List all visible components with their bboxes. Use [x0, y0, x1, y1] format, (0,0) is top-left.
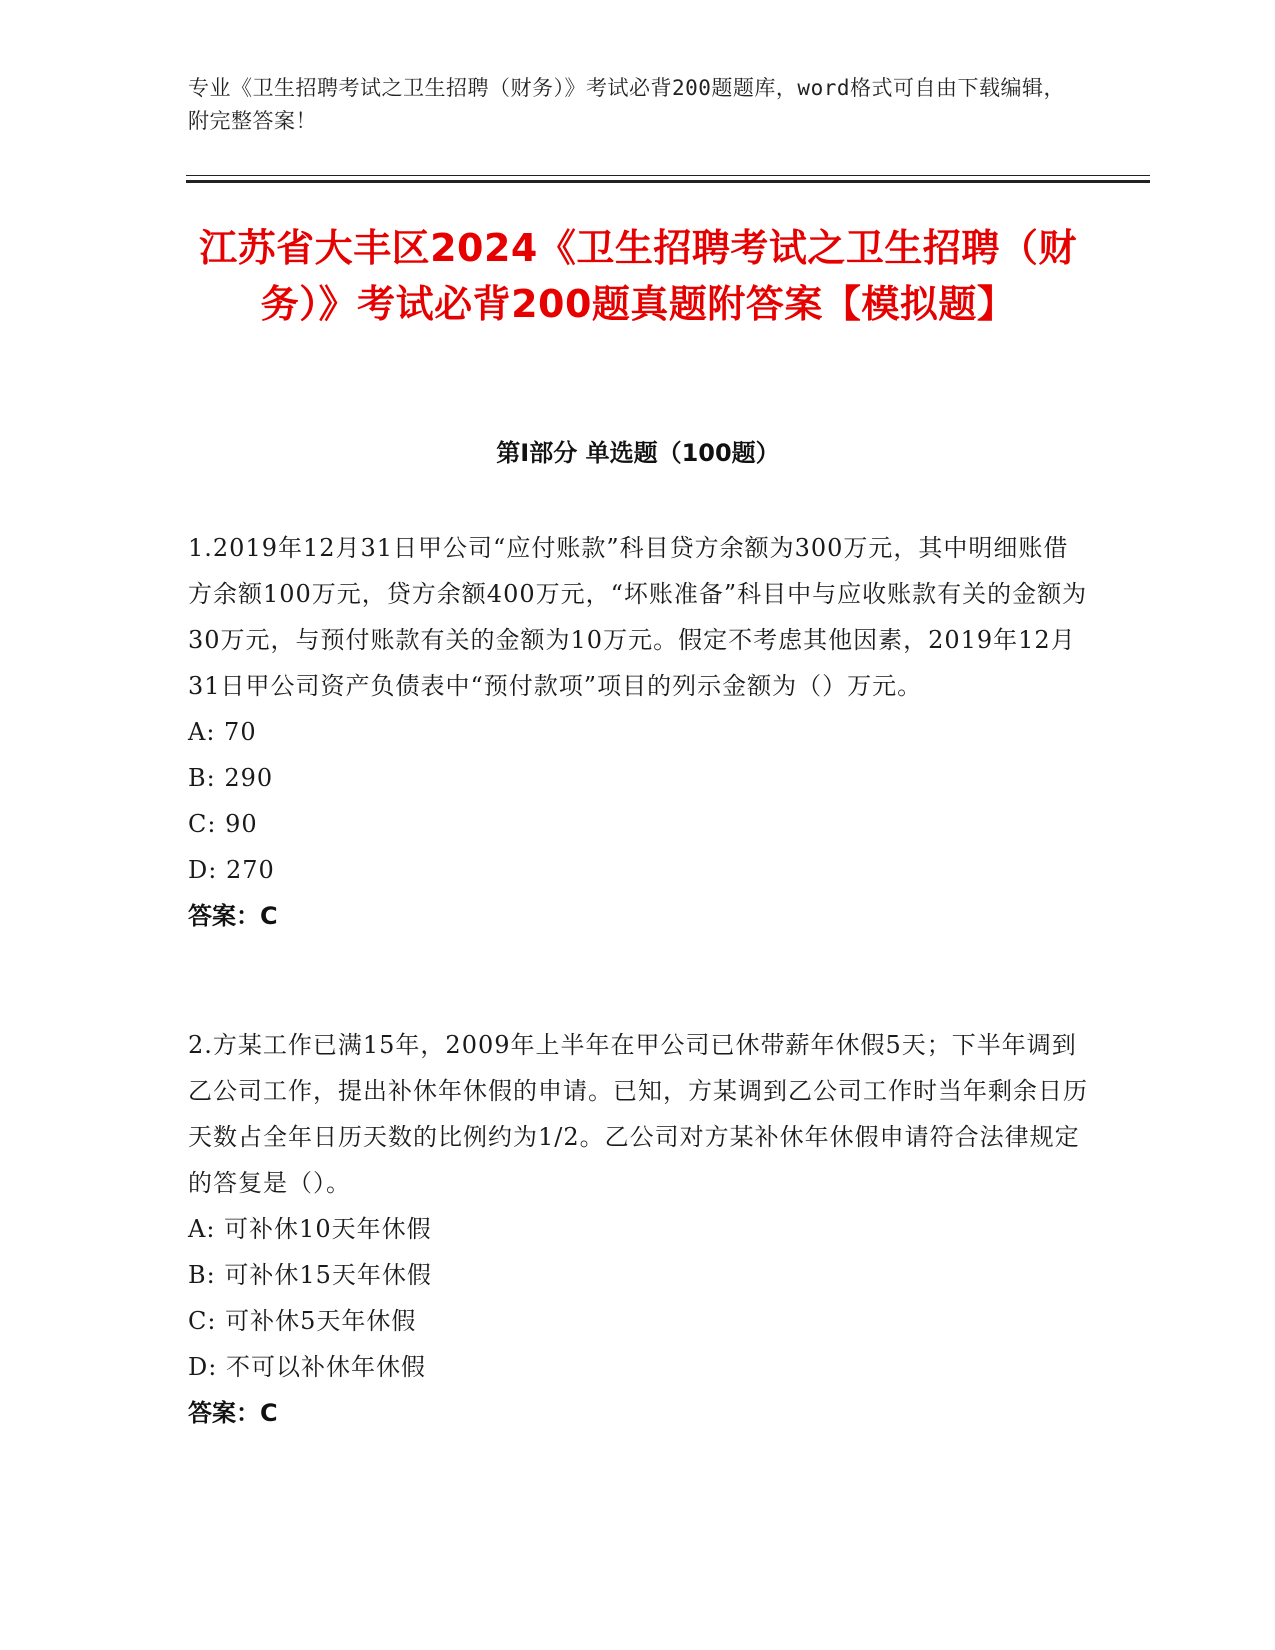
question-1	[188, 525, 1088, 939]
option-a: A: 70	[188, 718, 257, 746]
question-stem: 2.方某工作已满15年，2009年上半年在甲公司已休带薪年休假5天；下半年调到乙公司工作，提出补休年休假的申请。已知，方某调到乙公司工作时当年剩余日历天数占全年日历天数的比例约为1/2。乙公司对方某补休年休假申请符合法律规定的答复是（）。	[188, 1031, 1088, 1197]
option-c: C: 90	[188, 810, 258, 838]
answer: 答案：C	[188, 902, 278, 930]
document-title: 江苏省大丰区2024《卫生招聘考试之卫生招聘（财务）》考试必背200题真题附答案【模拟题】	[199, 226, 1077, 326]
option-d: D: 不可以补休年休假	[188, 1353, 426, 1381]
option-b: B: 290	[188, 764, 274, 792]
section-heading: 第I部分 单选题（100题）	[496, 439, 780, 467]
option-c: C: 可补休5天年休假	[188, 1307, 417, 1335]
answer: 答案：C	[188, 1399, 278, 1427]
option-a: A: 可补休10天年休假	[188, 1215, 432, 1243]
option-d: D: 270	[188, 856, 275, 884]
question-stem: 1.2019年12月31日甲公司“应付账款”科目贷方余额为300万元，其中明细账借方余额100万元，贷方余额400万元，“坏账准备”科目中与应收账款有关的金额为30万元，与预付账款有关的金额为10万元。假定不考虑其他因素，2019年12月31日甲公司资产负债表中“预付款项”项目的列示金额为（）万元。	[188, 534, 1088, 700]
header-note: 专业《卫生招聘考试之卫生招聘（财务）》考试必背200题题库，word格式可自由下载编辑，附完整答案！	[188, 76, 1065, 133]
header-divider-thick	[186, 180, 1150, 183]
question-2	[188, 1022, 1088, 1436]
option-b: B: 可补休15天年休假	[188, 1261, 432, 1289]
header-divider-thin	[186, 175, 1150, 176]
